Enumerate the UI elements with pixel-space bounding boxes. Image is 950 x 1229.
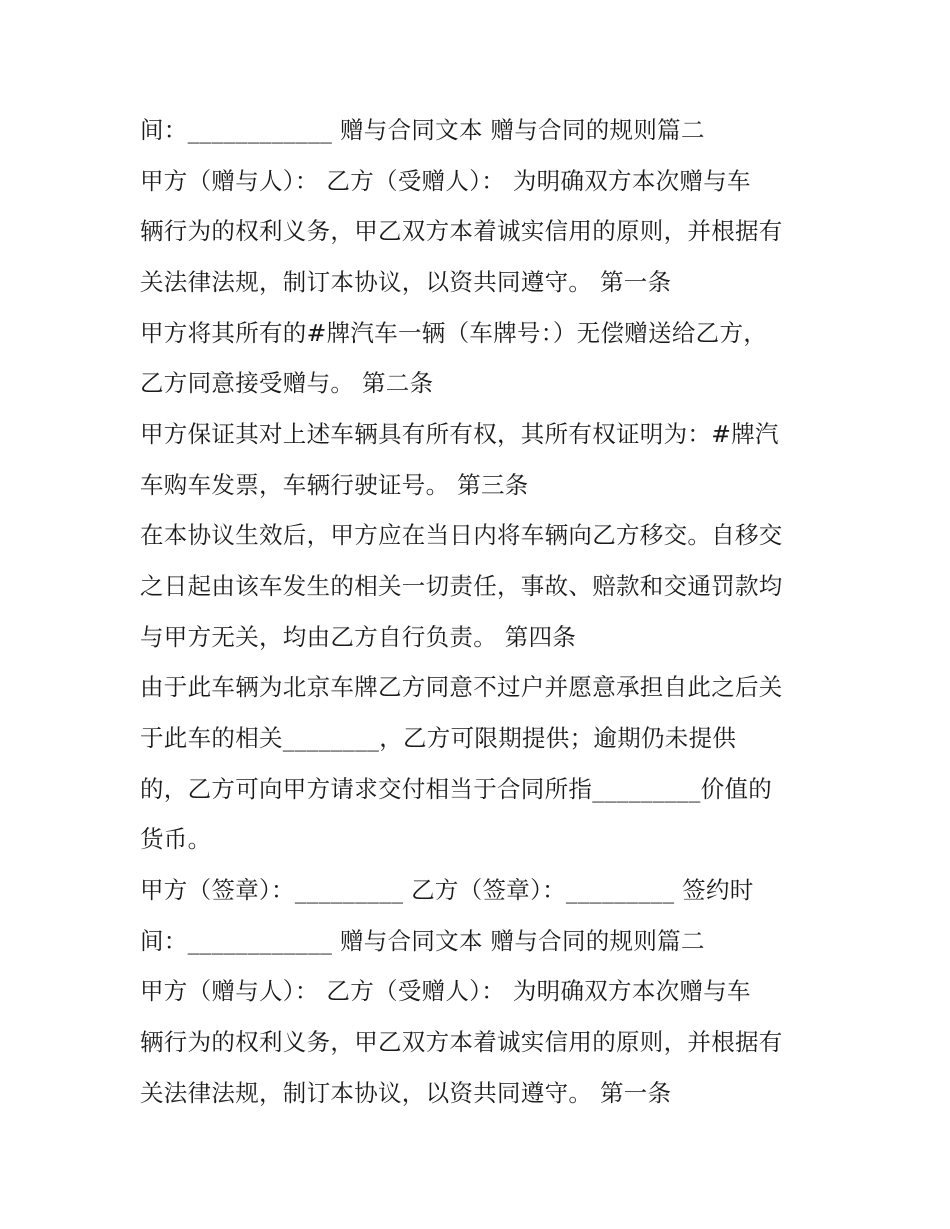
text-line: 甲方保证其对上述车辆具有所有权，其所有权证明为：#牌汽 bbox=[140, 420, 779, 448]
text-line: 与甲方无关，均由乙方自行负责。 第四条 bbox=[140, 623, 577, 651]
text-line: 甲方将其所有的#牌汽车一辆（车牌号：）无偿赠送给乙方， bbox=[140, 319, 768, 347]
text-line: 于此车的相关________，乙方可限期提供；逾期仍未提供 bbox=[140, 724, 737, 752]
text-line: 间：____________ 赠与合同文本 赠与合同的规则篇二 bbox=[140, 116, 705, 144]
text-line: 的，乙方可向甲方请求交付相当于合同所指_________价值的 bbox=[140, 775, 773, 803]
text-line: 货币。 bbox=[140, 825, 212, 853]
text-line: 辆行为的权利义务，甲乙双方本着诚实信用的原则，并根据有 bbox=[140, 1028, 783, 1056]
text-line: 在本协议生效后，甲方应在当日内将车辆向乙方移交。自移交 bbox=[140, 521, 783, 549]
text-line: 甲方（赠与人）： 乙方（受赠人）： 为明确双方本次赠与车 bbox=[140, 167, 751, 195]
text-line: 关法律法规，制订本协议，以资共同遵守。 第一条 bbox=[140, 1079, 672, 1107]
text-line: 甲方（签章）：_________ 乙方（签章）：_________ 签约时 bbox=[140, 876, 754, 904]
text-line: 关法律法规，制订本协议，以资共同遵守。 第一条 bbox=[140, 268, 672, 296]
text-line: 辆行为的权利义务，甲乙双方本着诚实信用的原则，并根据有 bbox=[140, 217, 783, 245]
text-line: 乙方同意接受赠与。 第二条 bbox=[140, 369, 434, 397]
text-line: 甲方（赠与人）： 乙方（受赠人）： 为明确双方本次赠与车 bbox=[140, 977, 751, 1005]
text-line: 间：____________ 赠与合同文本 赠与合同的规则篇二 bbox=[140, 927, 705, 955]
text-line: 由于此车辆为北京车牌乙方同意不过户并愿意承担自此之后关 bbox=[140, 673, 783, 701]
text-line: 车购车发票，车辆行驶证号。 第三条 bbox=[140, 471, 529, 499]
text-line: 之日起由该车发生的相关一切责任，事故、赔款和交通罚款均 bbox=[140, 572, 783, 600]
